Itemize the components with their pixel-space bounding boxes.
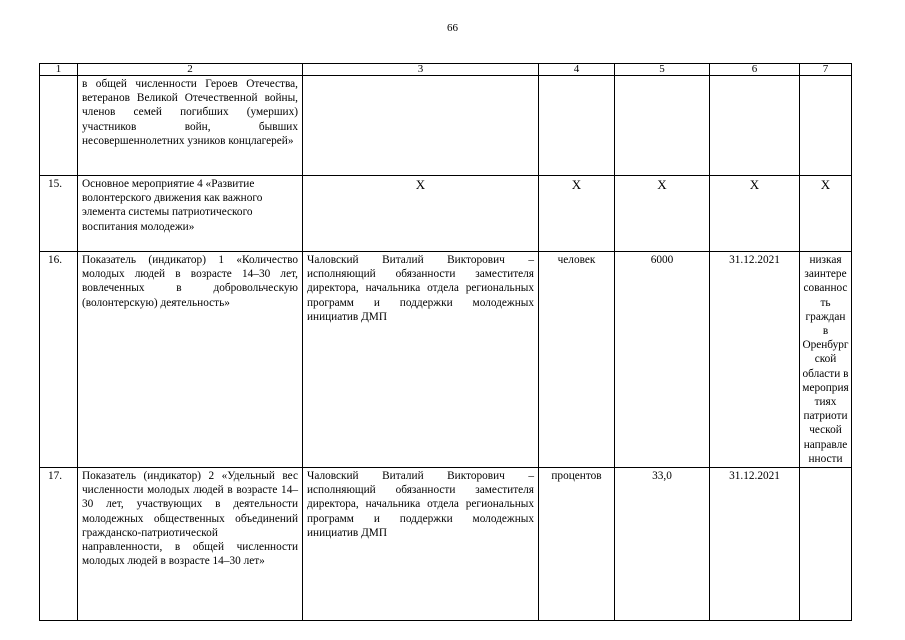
risk: низкая заинтересованность граждан в Оренбургской области в мероприятиях патриотической направленности [800, 252, 852, 468]
header-cell: 6 [710, 64, 800, 76]
unit: процентов [539, 468, 615, 621]
deadline [710, 76, 800, 176]
header-cell: 1 [40, 64, 78, 76]
measure-name: Показатель (индикатор) 2 «Удельный вес численности молодых людей в возрасте 14–30 лет, участвующих в деятельности молодежных общественных объединений гражданско-патриотической направленности, в общей численности молодых людей в возрасте 14–30 лет» [78, 468, 303, 621]
header-cell: 3 [303, 64, 539, 76]
row-number: 17. [40, 468, 78, 621]
table-header-row [40, 64, 852, 76]
unit [539, 76, 615, 176]
responsible [303, 76, 539, 176]
responsible: Чаловский Виталий Викторович – исполняющий обязанности заместителя директора, начальника отдела региональных программ и поддержки молодежных инициатив ДМП [303, 468, 539, 621]
value: Х [615, 176, 710, 252]
header-cell: 2 [78, 64, 303, 76]
header-cell: 5 [615, 64, 710, 76]
measure-name: в общей численности Героев Отечества, ветеранов Великой Отечественной войны, членов семей погибших (умерших) участников войн, бывших несовершеннолетних узников концлагерей» [78, 76, 303, 176]
unit: человек [539, 252, 615, 468]
responsible: Чаловский Виталий Викторович – исполняющий обязанности заместителя директора, начальника отдела региональных программ и поддержки молодежных инициатив ДМП [303, 252, 539, 468]
value: 33,0 [615, 468, 710, 621]
risk: Х [800, 176, 852, 252]
risk [800, 76, 852, 176]
row-number [40, 76, 78, 176]
table-row [40, 252, 852, 468]
measure-name: Основное мероприятие 4 «Развитие волонтерского движения как важного элемента системы патриотического воспитания молодежи» [78, 176, 303, 252]
table-row [40, 468, 852, 621]
table-row [40, 76, 852, 176]
row-number: 15. [40, 176, 78, 252]
deadline: Х [710, 176, 800, 252]
measure-name: Показатель (индикатор) 1 «Количество молодых людей в возрасте 14–30 лет, вовлеченных в добровольческую (волонтерскую) деятельность» [78, 252, 303, 468]
header-cell: 7 [800, 64, 852, 76]
unit: Х [539, 176, 615, 252]
value [615, 76, 710, 176]
row-number: 16. [40, 252, 78, 468]
table-row [40, 176, 852, 252]
risk [800, 468, 852, 621]
deadline: 31.12.2021 [710, 468, 800, 621]
responsible: Х [303, 176, 539, 252]
header-cell: 4 [539, 64, 615, 76]
value: 6000 [615, 252, 710, 468]
deadline: 31.12.2021 [710, 252, 800, 468]
measures-table [39, 63, 852, 621]
page-number: 66 [447, 22, 458, 34]
